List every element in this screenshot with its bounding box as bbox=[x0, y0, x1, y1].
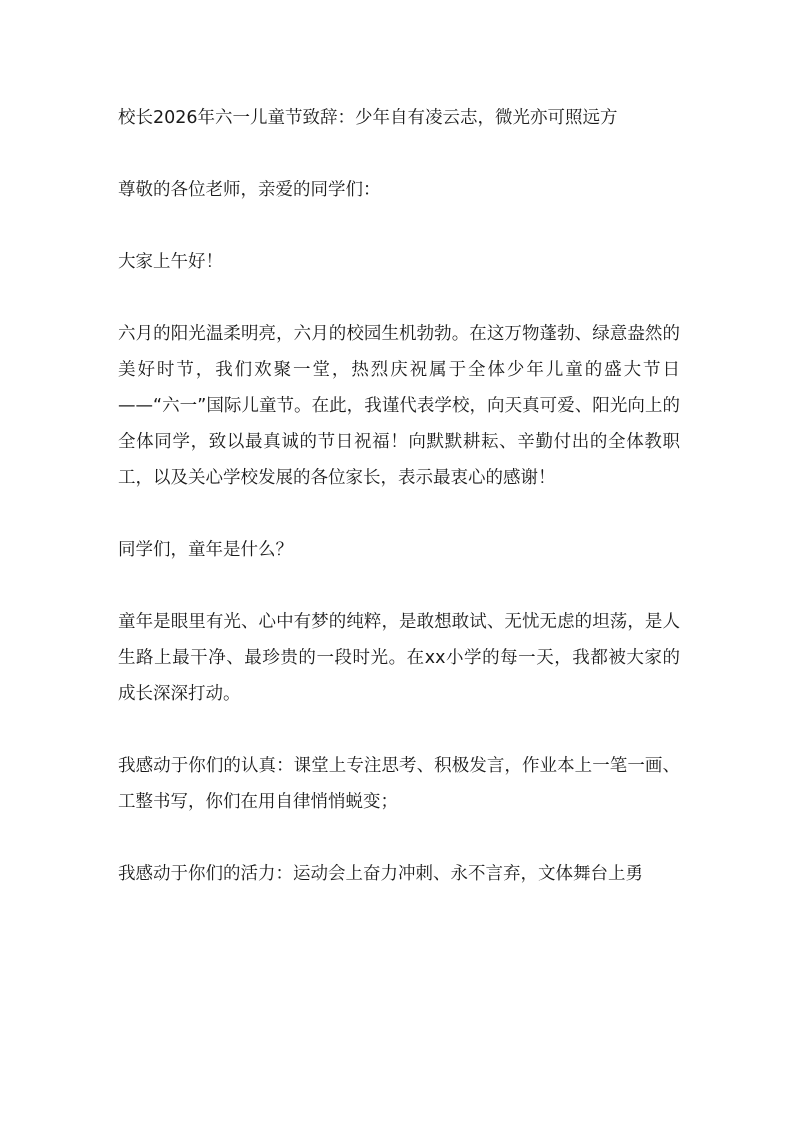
paragraph-childhood: 童年是眼里有光、心中有梦的纯粹，是敢想敢试、无忧无虑的坦荡，是人生路上最干净、最珍贵的一段时光。在xx小学的每一天，我都被大家的成长深深打动。 bbox=[118, 612, 680, 704]
paragraph-salutation: 尊敬的各位老师，亲爱的同学们： bbox=[118, 180, 381, 200]
paragraph-diligence: 我感动于你们的认真：课堂上专注思考、积极发言，作业本上一笔一画、工整书写，你们在用自律悄悄蜕变； bbox=[118, 756, 680, 812]
document-body bbox=[118, 100, 680, 928]
paragraph-question: 同学们，童年是什么？ bbox=[118, 540, 293, 560]
paragraph-greeting: 大家上午好！ bbox=[118, 252, 223, 272]
paragraph-opening: 六月的阳光温柔明亮，六月的校园生机勃勃。在这万物蓬勃、绿意盎然的美好时节，我们欢聚一堂，热烈庆祝属于全体少年儿童的盛大节日——“六一”国际儿童节。在此，我谨代表学校，向天真可爱、阳光向上的全体同学，致以最真诚的节日祝福！向默默耕耘、辛勤付出的全体教职工，以及关心学校发展的各位家长，表示最衷心的感谢！ bbox=[118, 324, 680, 488]
paragraph-vitality: 我感动于你们的活力：运动会上奋力冲刺、永不言弃，文体舞台上勇 bbox=[118, 864, 643, 884]
document-title: 校长2026年六一儿童节致辞：少年自有凌云志，微光亦可照远方 bbox=[118, 108, 618, 128]
